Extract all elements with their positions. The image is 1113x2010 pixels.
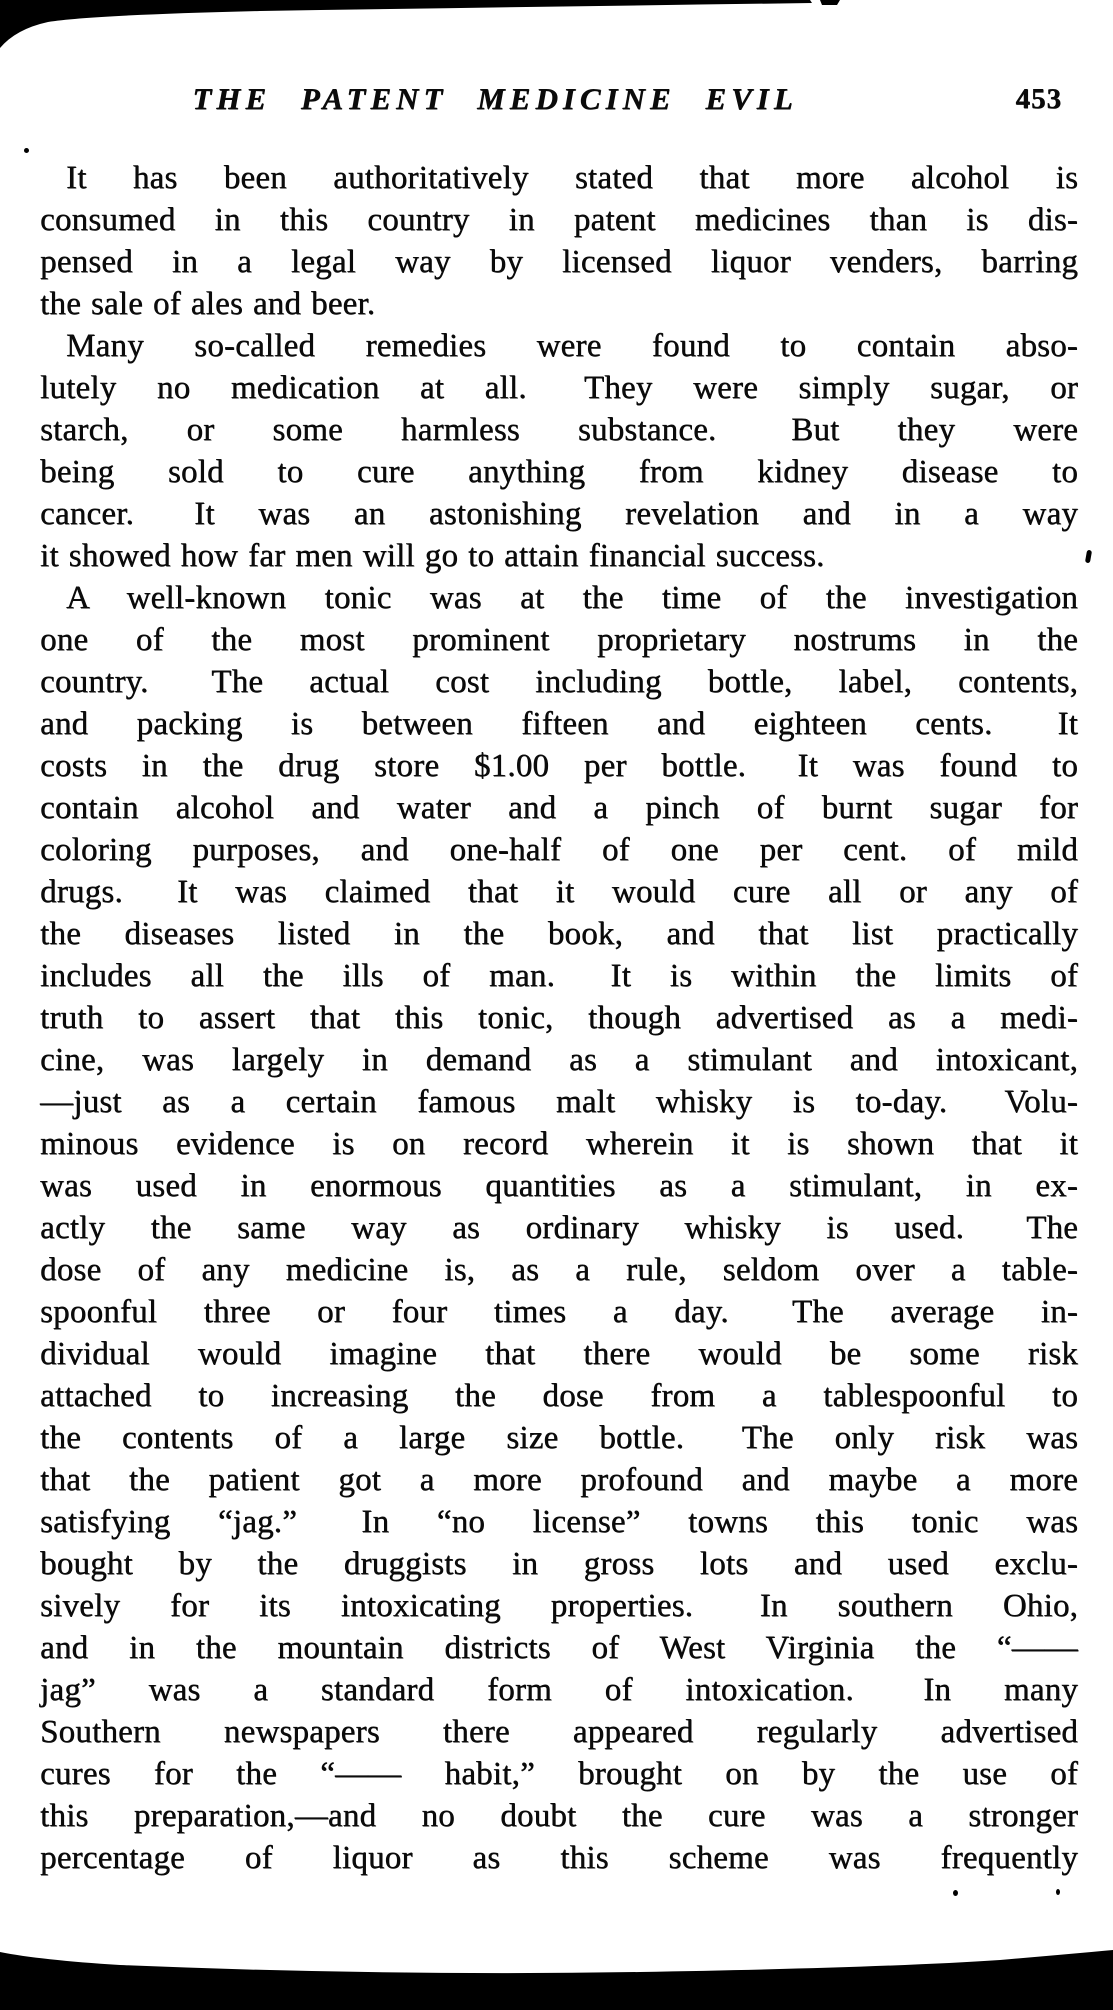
page-number: 453: [1015, 83, 1062, 115]
text-line: A well-known tonic was at the time of the investigation: [66, 580, 1078, 616]
text-line: one of the most prominent proprietary nostrums in the: [40, 622, 1078, 658]
text-line: truth to assert that this tonic, though advertised as a medi-: [40, 1000, 1078, 1036]
text-line: coloring purposes, and one-half of one per cent. of mild: [40, 832, 1078, 868]
text-line: Many so-called remedies were found to contain abso-: [66, 328, 1078, 364]
text-line: attached to increasing the dose from a tablespoonful to: [40, 1378, 1078, 1414]
text-line: percentage of liquor as this scheme was frequently: [40, 1840, 1078, 1876]
text-line: being sold to cure anything from kidney disease to: [40, 454, 1078, 490]
text-line: dividual would imagine that there would be some risk: [40, 1336, 1078, 1372]
text-line: cine, was largely in demand as a stimulant and intoxicant,: [40, 1042, 1078, 1078]
text-line: sively for its intoxicating properties. In southern Ohio,: [40, 1588, 1078, 1624]
scan-speck: [1056, 1889, 1060, 1895]
text-line: It has been authoritatively stated that more alcohol is: [66, 160, 1078, 196]
text-line: and packing is between fifteen and eighteen cents. It: [40, 706, 1078, 742]
scan-artifact-top-edge: [0, 0, 1113, 60]
text-line: —just as a certain famous malt whisky is to-day. Volu-: [40, 1084, 1078, 1120]
scan-artifact-bottom-edge: [0, 1948, 1113, 2010]
text-line: Southern newspapers there appeared regularly advertised: [40, 1714, 1078, 1750]
text-line: cancer. It was an astonishing revelation and in a way: [40, 496, 1078, 532]
text-line: jag” was a standard form of intoxication. In many: [40, 1672, 1078, 1708]
text-line: pensed in a legal way by licensed liquor venders, barring: [40, 244, 1078, 280]
text-line: country. The actual cost including bottle, label, contents,: [40, 664, 1078, 700]
text-line: bought by the druggists in gross lots and used exclu-: [40, 1546, 1078, 1582]
text-line: this preparation,—and no doubt the cure was a stronger: [40, 1798, 1078, 1834]
scan-speck: [953, 1890, 958, 1896]
page-header: [40, 80, 1078, 122]
running-title: THE PATENT MEDICINE EVIL: [192, 81, 798, 116]
text-line: contain alcohol and water and a pinch of burnt sugar for: [40, 790, 1078, 826]
text-line: and in the mountain districts of West Virginia the “——: [40, 1630, 1078, 1666]
text-line: the sale of ales and beer.: [40, 286, 376, 322]
text-line: spoonful three or four times a day. The average in-: [40, 1294, 1078, 1330]
text-line: satisfying “jag.” In “no license” towns this tonic was: [40, 1504, 1078, 1540]
text-line: drugs. It was claimed that it would cure all or any of: [40, 874, 1078, 910]
text-line: was used in enormous quantities as a stimulant, in ex-: [40, 1168, 1078, 1204]
text-line: it showed how far men will go to attain financial success.: [40, 538, 825, 574]
text-line: the diseases listed in the book, and that list practically: [40, 916, 1078, 952]
text-line: starch, or some harmless substance. But they were: [40, 412, 1078, 448]
text-line: minous evidence is on record wherein it is shown that it: [40, 1126, 1078, 1162]
text-line: dose of any medicine is, as a rule, seldom over a table-: [40, 1252, 1078, 1288]
scan-speck: [1085, 550, 1092, 564]
body-text: [40, 157, 1078, 1879]
text-line: lutely no medication at all. They were simply sugar, or: [40, 370, 1078, 406]
text-line: cures for the “—— habit,” brought on by the use of: [40, 1756, 1078, 1792]
text-line: consumed in this country in patent medicines than is dis-: [40, 202, 1078, 238]
text-line: costs in the drug store $1.00 per bottle. It was found to: [40, 748, 1078, 784]
text-line: the contents of a large size bottle. The only risk was: [40, 1420, 1078, 1456]
text-line: actly the same way as ordinary whisky is used. The: [40, 1210, 1078, 1246]
text-line: that the patient got a more profound and maybe a more: [40, 1462, 1078, 1498]
text-line: includes all the ills of man. It is within the limits of: [40, 958, 1078, 994]
scan-speck: [24, 148, 29, 153]
